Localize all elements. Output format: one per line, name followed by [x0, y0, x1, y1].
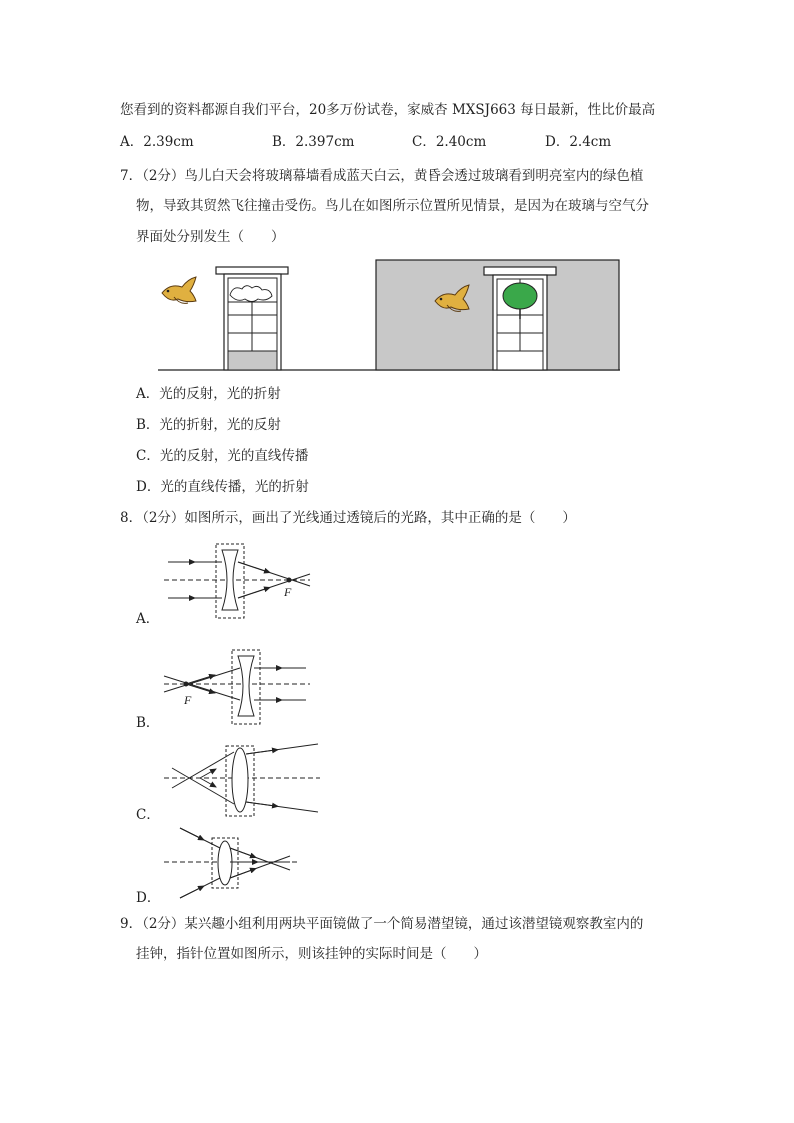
focus-label: F [184, 693, 192, 707]
q7-figure [150, 255, 625, 375]
focus-point [184, 682, 189, 687]
bird-icon [162, 277, 196, 303]
q7-stem-line3: 界面处分别发生（ ） [136, 229, 285, 245]
q8-figure-b [160, 648, 320, 728]
focus-label: F [284, 585, 292, 599]
page-header: 您看到的资料都源自我们平台，20多万份试卷，家威杏 MXSJ663 每日最新，性比价最高 [120, 102, 656, 118]
q7-option-a: A．光的反射，光的折射 [136, 386, 281, 402]
q9-stem-line1: 9．（2分）某兴趣小组利用两块平面镜做了一个简易潜望镜，通过该潜望镜观察教室内的 [120, 916, 644, 932]
q8-figure-c [160, 742, 324, 818]
q7-option-d: D．光的直线传播，光的折射 [136, 479, 309, 495]
q8-label-b: B． [136, 715, 160, 731]
q8-label-c: C． [136, 807, 160, 823]
night-window [484, 267, 556, 370]
q6-option-d: D．2.4cm [545, 134, 612, 150]
q6-option-b: B．2.397cm [272, 134, 355, 150]
q6-option-a: A．2.39cm [120, 134, 194, 150]
q7-stem-line1: 7．（2分）鸟儿白天会将玻璃幕墙看成蓝天白云，黄昏会透过玻璃看到明亮室内的绿色植 [120, 168, 644, 184]
q8-label-d: D． [136, 890, 161, 906]
focus-point [287, 578, 292, 583]
plant-icon [503, 283, 537, 309]
q7-option-c: C．光的反射，光的直线传播 [136, 448, 309, 464]
q8-label-a: A． [136, 611, 160, 627]
q8-stem: 8．（2分）如图所示，画出了光线通过透镜后的光路，其中正确的是（ ） [120, 510, 576, 526]
q7-option-b: B．光的折射，光的反射 [136, 417, 281, 433]
day-window [216, 267, 288, 370]
q8-figure-d [160, 826, 310, 902]
q8-figure-a [160, 540, 320, 622]
q9-stem-line2: 挂钟，指针位置如图所示，则该挂钟的实际时间是（ ） [136, 946, 487, 962]
q7-stem-line2: 物，导致其贸然飞往撞击受伤。鸟儿在如图所示位置所见情景，是因为在玻璃与空气分 [136, 198, 649, 214]
q6-option-c: C．2.40cm [412, 134, 487, 150]
